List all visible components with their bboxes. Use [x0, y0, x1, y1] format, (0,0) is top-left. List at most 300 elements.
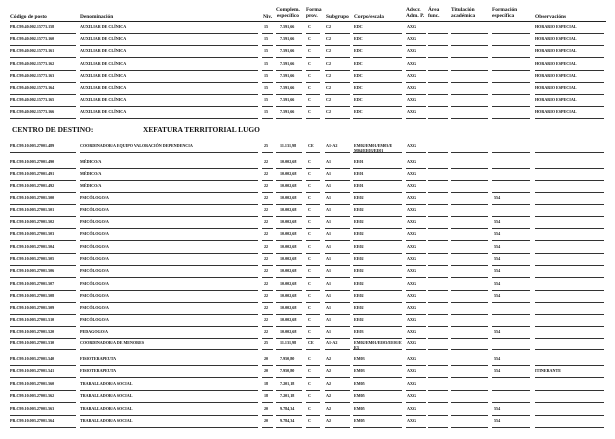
cell-underline [10, 228, 76, 229]
cell-underline [80, 106, 258, 107]
cell-corpo: EDC [354, 85, 363, 90]
cell-code: PR.C99.40.002.15773.161 [10, 48, 55, 54]
cell-complem: 7.591,66 [280, 97, 295, 103]
cell-underline [10, 168, 76, 169]
cell-denominacion: AUXILIAR DE CLÍNICA [80, 72, 127, 78]
cell-underline [10, 377, 76, 378]
cell-underline [306, 216, 320, 217]
cell-niv: 15 [264, 97, 269, 103]
cell-underline [306, 314, 320, 315]
cell-underline [535, 265, 604, 266]
cell-underline [276, 152, 302, 153]
cell-underline [451, 228, 488, 229]
cell-underline [492, 427, 530, 428]
cell-underline [325, 265, 350, 266]
cell-adscr: AXG [407, 256, 417, 261]
table-row [0, 86, 615, 95]
cell-code: PR.C99.40.002.15773.164 [10, 85, 55, 90]
cell-corpo: EE02 [354, 317, 364, 322]
cell-underline [451, 57, 488, 58]
table-row [0, 282, 615, 291]
cell-denominacion: PSICÓLOGO/A [80, 195, 109, 200]
cell-underline [80, 326, 258, 327]
cell-complem: 10.002,68 [280, 305, 297, 310]
cell-underline [428, 57, 448, 58]
header-denominacion: Denominación [80, 14, 114, 20]
cell-underline [10, 402, 76, 403]
cell-underline [276, 45, 302, 46]
cell-underline [492, 152, 530, 153]
cell-code: PR.C99.10.003.27001.505 [10, 256, 55, 261]
cell-underline [80, 240, 258, 241]
cell-underline [353, 82, 402, 83]
cell-forma: C [308, 393, 311, 398]
cell-underline [10, 365, 76, 366]
cell-underline [428, 338, 448, 339]
cell-denominacion: AUXILIAR DE CLÍNICA [80, 109, 127, 115]
cell-underline [306, 253, 320, 254]
cell-complem: 7.591,66 [280, 48, 295, 54]
cell-corpo: EE02 [354, 305, 364, 310]
cell-underline [80, 265, 258, 266]
cell-underline [306, 94, 320, 95]
cell-adscr: AXG [407, 356, 417, 361]
cell-complem: 7.950,80 [280, 356, 295, 361]
cell-underline [451, 253, 488, 254]
cell-denominacion: AUXILIAR DE CLÍNICA [80, 97, 127, 103]
cell-underline [535, 290, 604, 291]
cell-underline [80, 152, 258, 153]
cell-code: PR.C99.10.003.27001.563 [10, 406, 55, 411]
header-observacions: Observacións [535, 14, 567, 20]
cell-forma: C [308, 268, 311, 273]
cell-subgrupo: A1 [326, 219, 332, 224]
cell-underline [80, 427, 258, 428]
cell-underline [451, 180, 488, 181]
cell-underline [262, 265, 273, 266]
cell-underline [262, 204, 273, 205]
cell-underline [492, 338, 530, 339]
centre-name: XEFATURA TERRITORIAL LUGO [143, 125, 260, 134]
cell-underline [80, 57, 258, 58]
cell-forma: C [308, 406, 311, 411]
cell-underline [492, 82, 530, 83]
cell-underline [492, 326, 530, 327]
cell-adscr: AXG [407, 109, 417, 115]
cell-observacions: HORARIO ESPECIAL [535, 24, 577, 29]
cell-niv: 18 [264, 381, 269, 386]
cell-underline [276, 118, 302, 119]
cell-underline [10, 390, 76, 391]
cell-underline [406, 253, 426, 254]
cell-forma: C [308, 244, 311, 249]
cell-underline [451, 33, 488, 34]
cell-denominacion: PSICÓLOGO/A [80, 219, 109, 224]
cell-code: PR.C99.40.002.15773.158 [10, 24, 55, 29]
cell-code: PR.C99.10.003.27001.508 [10, 293, 55, 298]
cell-underline [428, 277, 448, 278]
cell-code: PR.C99.10.003.27001.560 [10, 381, 55, 386]
cell-underline [276, 349, 302, 350]
cell-complem: 10.002,68 [280, 281, 297, 286]
cell-underline [428, 106, 448, 107]
cell-underline [428, 390, 448, 391]
cell-denominacion: TRABALLADOR/A SOCIAL [80, 381, 133, 386]
cell-code: PR.C99.10.003.27001.503 [10, 231, 55, 236]
cell-complem: 9.784,34 [280, 406, 295, 411]
cell-underline [492, 390, 530, 391]
cell-subgrupo: A2 [326, 406, 332, 411]
cell-formacion: 554 [494, 406, 501, 411]
cell-complem: 7.591,66 [280, 72, 295, 78]
cell-subgrupo: A1 [326, 244, 332, 249]
cell-underline [276, 415, 302, 416]
cell-underline [428, 290, 448, 291]
cell-underline [428, 365, 448, 366]
cell-code: PR.C99.10.003.27001.507 [10, 281, 55, 286]
cell-denominacion: TRABALLADOR/A SOCIAL [80, 393, 133, 398]
cell-underline [353, 326, 402, 327]
cell-underline [80, 253, 258, 254]
cell-underline [406, 152, 426, 153]
cell-forma: C [308, 219, 311, 224]
table-row [0, 172, 615, 181]
cell-adscr: AXG [407, 72, 417, 78]
table-row [0, 357, 615, 366]
table-row [0, 341, 615, 350]
cell-subgrupo: A1 [326, 171, 332, 176]
cell-formacion: 554 [494, 195, 501, 200]
cell-underline [10, 204, 76, 205]
cell-underline [262, 106, 273, 107]
cell-underline [262, 180, 273, 181]
cell-forma: C [308, 418, 311, 423]
cell-underline [325, 94, 350, 95]
cell-underline [406, 415, 426, 416]
cell-subgrupo: A1 [326, 329, 332, 334]
cell-adscr: AXG [407, 393, 417, 398]
cell-underline [80, 377, 258, 378]
cell-underline [276, 314, 302, 315]
cell-denominacion: COORDINADOR/A DE MENORES [80, 340, 145, 345]
cell-underline [353, 314, 402, 315]
cell-complem: 10.002,68 [280, 256, 297, 261]
cell-denominacion: MÉDICO/A [80, 171, 102, 176]
cell-corpo: EM03 [354, 368, 365, 373]
cell-underline [535, 326, 604, 327]
cell-corpo: EE02 [354, 268, 364, 273]
header-adscr-line2: Adm. P. [406, 13, 425, 19]
cell-denominacion: MÉDICO/A [80, 159, 102, 164]
cell-underline [325, 70, 350, 71]
cell-underline [276, 94, 302, 95]
table-row [0, 220, 615, 229]
cell-underline [451, 106, 488, 107]
cell-underline [428, 253, 448, 254]
centre-label: CENTRO DE DESTINO: [12, 125, 94, 134]
cell-corpo: EDC [354, 24, 363, 29]
cell-adscr: AXG [407, 244, 417, 249]
cell-underline [428, 180, 448, 181]
cell-complem: 7.201,18 [280, 381, 295, 386]
cell-underline [276, 168, 302, 169]
cell-complem: 11.131,98 [280, 340, 297, 345]
cell-underline [262, 94, 273, 95]
cell-code: PR.C99.40.002.15773.166 [10, 109, 55, 115]
header-forma-line2: prov. [306, 13, 318, 19]
cell-underline [262, 57, 273, 58]
cell-denominacion: PSICÓLOGO/A [80, 293, 109, 298]
cell-subgrupo: C2 [326, 48, 332, 54]
cell-underline [535, 82, 604, 83]
cell-underline [306, 349, 320, 350]
cell-code: PR.C99.40.002.15773.162 [10, 60, 55, 66]
cell-underline [262, 192, 273, 193]
cell-underline [451, 365, 488, 366]
cell-underline [451, 377, 488, 378]
cell-underline [535, 94, 604, 95]
table-row [0, 330, 615, 339]
cell-underline [535, 45, 604, 46]
cell-formacion: 554 [494, 231, 501, 236]
cell-underline [80, 216, 258, 217]
cell-underline [80, 70, 258, 71]
cell-underline [353, 168, 402, 169]
header-forma [306, 7, 322, 19]
cell-underline [492, 45, 530, 46]
cell-code: PR.C99.10.003.27001.540 [10, 356, 55, 361]
cell-underline [535, 314, 604, 315]
cell-underline [306, 106, 320, 107]
cell-underline [428, 70, 448, 71]
cell-underline [262, 302, 273, 303]
cell-complem: 10.002,68 [280, 231, 297, 236]
cell-subgrupo: A2 [326, 393, 332, 398]
cell-underline [276, 265, 302, 266]
cell-underline [492, 168, 530, 169]
cell-underline [325, 390, 350, 391]
cell-underline [535, 390, 604, 391]
cell-underline [262, 118, 273, 119]
cell-underline [428, 265, 448, 266]
cell-complem: 10.002,68 [280, 293, 297, 298]
cell-underline [451, 402, 488, 403]
cell-underline [276, 216, 302, 217]
cell-underline [406, 338, 426, 339]
cell-underline [428, 326, 448, 327]
cell-observacions: HORARIO ESPECIAL [535, 60, 577, 66]
cell-corpo: EM05 [354, 393, 365, 398]
cell-subgrupo: A1 [326, 268, 332, 273]
cell-underline [325, 402, 350, 403]
table-row [0, 110, 615, 119]
cell-code: PR.C99.10.003.27001.509 [10, 305, 55, 310]
cell-underline [325, 377, 350, 378]
cell-niv: 15 [264, 109, 269, 115]
cell-underline [492, 106, 530, 107]
cell-underline [451, 302, 488, 303]
cell-forma: C [308, 281, 311, 286]
cell-corpo: EM05 [354, 406, 365, 411]
cell-underline [80, 118, 258, 119]
table-row [0, 98, 615, 107]
cell-underline [325, 415, 350, 416]
cell-underline [492, 277, 530, 278]
cell-subgrupo: A2 [326, 368, 332, 373]
cell-denominacion: PSICÓLOGO/A [80, 317, 109, 322]
cell-corpo: EE03 [354, 329, 364, 334]
table-row [0, 257, 615, 266]
cell-underline [80, 338, 258, 339]
cell-underline [428, 94, 448, 95]
cell-corpo: EM05 [354, 418, 365, 423]
cell-complem: 10.002,68 [280, 195, 297, 200]
cell-complem: 10.002,68 [280, 317, 297, 322]
cell-underline [492, 302, 530, 303]
cell-complem: 11.131,98 [280, 143, 297, 148]
cell-underline [10, 240, 76, 241]
cell-underline [325, 253, 350, 254]
cell-underline [451, 118, 488, 119]
cell-niv: 22 [264, 256, 269, 261]
cell-underline [276, 402, 302, 403]
cell-underline [353, 302, 402, 303]
cell-niv: 22 [264, 268, 269, 273]
cell-corpo: EE02 [354, 293, 364, 298]
cell-underline [406, 277, 426, 278]
cell-underline [276, 192, 302, 193]
cell-underline [406, 365, 426, 366]
cell-underline [406, 216, 426, 217]
header-complem [276, 7, 300, 19]
cell-underline [451, 277, 488, 278]
cell-complem: 7.591,66 [280, 109, 295, 115]
header-complem-line1: Complem. [276, 7, 300, 13]
cell-underline [276, 377, 302, 378]
cell-underline [451, 168, 488, 169]
cell-adscr: AXG [407, 183, 417, 188]
cell-code: PR.C99.10.003.27001.562 [10, 393, 55, 398]
cell-underline [451, 204, 488, 205]
cell-underline [80, 314, 258, 315]
cell-corpo: EDC [354, 36, 363, 42]
cell-underline [353, 240, 402, 241]
cell-underline [262, 33, 273, 34]
cell-underline [406, 82, 426, 83]
cell-underline [262, 277, 273, 278]
cell-code: PR.C99.10.003.27001.541 [10, 368, 55, 373]
cell-underline [406, 106, 426, 107]
cell-adscr: AXG [407, 159, 417, 164]
cell-underline [353, 180, 402, 181]
cell-adscr: AXG [407, 340, 417, 345]
cell-corpo: EDC [354, 109, 363, 115]
cell-underline [492, 33, 530, 34]
cell-underline [325, 349, 350, 350]
cell-underline [276, 70, 302, 71]
cell-subgrupo: A1 [326, 195, 332, 200]
cell-corpo: EDC [354, 48, 363, 54]
cell-complem: 10.002,68 [280, 207, 297, 212]
cell-underline [306, 277, 320, 278]
cell-denominacion: MÉDICO/A [80, 183, 102, 188]
cell-underline [428, 240, 448, 241]
cell-underline [428, 228, 448, 229]
cell-underline [276, 240, 302, 241]
cell-corpo: EE02 [354, 281, 364, 286]
cell-underline [428, 314, 448, 315]
table-row [0, 25, 615, 34]
cell-subgrupo: A1 [326, 293, 332, 298]
cell-complem: 10.002,68 [280, 171, 297, 176]
cell-observacions: ITINERANTE [535, 368, 561, 373]
cell-underline [10, 82, 76, 83]
header-area-line1: Área [428, 7, 440, 13]
cell-underline [306, 33, 320, 34]
cell-underline [276, 290, 302, 291]
cell-underline [535, 204, 604, 205]
cell-code: PR.C99.10.003.27001.506 [10, 268, 55, 273]
cell-forma: C [308, 381, 311, 386]
cell-underline [451, 326, 488, 327]
cell-underline [353, 192, 402, 193]
cell-underline [276, 82, 302, 83]
cell-underline [262, 402, 273, 403]
cell-niv: 20 [264, 406, 269, 411]
cell-underline [276, 326, 302, 327]
table-row [0, 306, 615, 315]
cell-corpo: EE01 [354, 159, 364, 164]
table-row [0, 196, 615, 205]
cell-underline [276, 204, 302, 205]
cell-underline [262, 390, 273, 391]
cell-subgrupo: C2 [326, 85, 332, 90]
cell-underline [325, 240, 350, 241]
cell-underline [451, 94, 488, 95]
cell-adscr: AXG [407, 293, 417, 298]
cell-underline [406, 57, 426, 58]
cell-underline [306, 415, 320, 416]
cell-adscr: AXG [407, 171, 417, 176]
cell-underline [492, 216, 530, 217]
cell-forma: C [308, 305, 311, 310]
cell-underline [428, 402, 448, 403]
table-row [0, 394, 615, 403]
cell-niv: 15 [264, 72, 269, 78]
cell-code: PR.C99.10.003.27001.510 [10, 317, 55, 322]
cell-underline [428, 33, 448, 34]
cell-underline [406, 168, 426, 169]
cell-subgrupo: A1 [326, 183, 332, 188]
table-row [0, 74, 615, 83]
cell-denominacion: PSICÓLOGO/A [80, 256, 109, 261]
cell-underline [451, 415, 488, 416]
header-corpo: Corpo/escala [354, 14, 384, 20]
cell-underline [276, 302, 302, 303]
cell-underline [262, 45, 273, 46]
header-formacion-line1: Formación [492, 7, 518, 13]
cell-underline [492, 180, 530, 181]
header-niv: Niv. [263, 14, 273, 20]
header-adscr [406, 7, 424, 19]
cell-underline [306, 45, 320, 46]
cell-complem: 7.591,66 [280, 60, 295, 66]
cell-underline [492, 265, 530, 266]
cell-forma: C [308, 60, 311, 66]
cell-underline [276, 106, 302, 107]
cell-denominacion: TRABALLADOR/A SOCIAL [80, 406, 133, 411]
cell-underline [325, 326, 350, 327]
